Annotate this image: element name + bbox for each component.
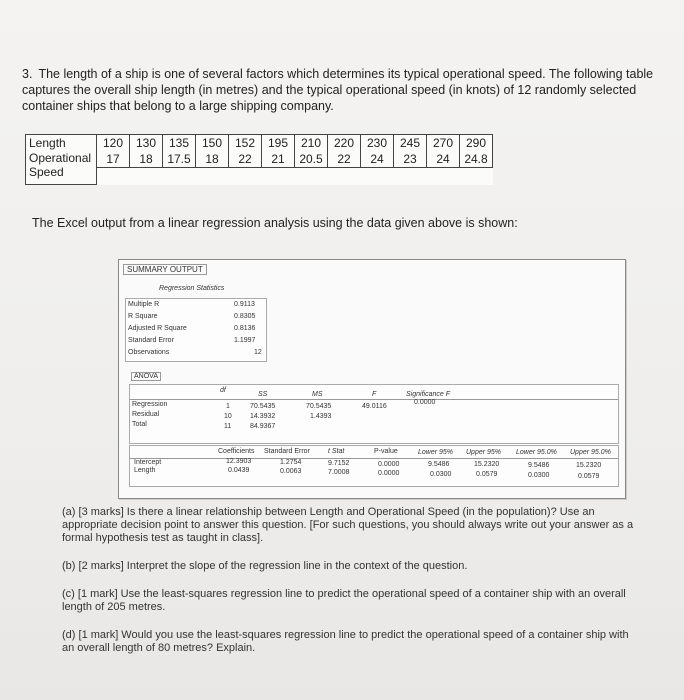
anova-row-label: Total xyxy=(132,421,147,428)
length-cell: 130 xyxy=(130,135,163,152)
speed-cell: 23 xyxy=(394,151,427,168)
part-label: (a) xyxy=(62,506,76,518)
stat-value: 12 xyxy=(254,349,262,356)
anova-sig: 0.0000 xyxy=(414,399,436,406)
part-a xyxy=(62,506,642,545)
anova-ss: 84.9367 xyxy=(250,423,276,430)
coef-header: Upper 95.0% xyxy=(570,449,611,456)
summary-output-title: SUMMARY OUTPUT xyxy=(123,264,207,275)
coef-header: Standard Error xyxy=(264,448,310,455)
part-label: (c) xyxy=(62,588,75,600)
faint-handwriting-scribble: ​ xyxy=(198,0,202,35)
anova-ms: 1.4393 xyxy=(310,413,332,420)
length-cell: 270 xyxy=(427,135,460,152)
length-row xyxy=(26,135,493,152)
stat-label: Adjusted R Square xyxy=(128,325,187,332)
coefficients-grid xyxy=(129,445,619,487)
speed-cell: 17.5 xyxy=(163,151,196,168)
question-3 xyxy=(22,66,672,114)
part-label: (d) xyxy=(62,629,76,641)
coef-row-label: Length xyxy=(134,467,156,474)
speed-cell: 21 xyxy=(262,151,295,168)
coef-header-divider xyxy=(130,458,618,459)
coef-value: 0.0000 xyxy=(378,470,400,477)
anova-f: 49.0116 xyxy=(362,403,387,410)
stat-label: Observations xyxy=(128,349,170,356)
part-text: [2 marks] Interpret the slope of the regression line in the context of the question. xyxy=(78,560,468,572)
coef-value: 7.0008 xyxy=(328,469,350,476)
speed-cell: 17 xyxy=(97,151,130,168)
length-cell: 135 xyxy=(163,135,196,152)
speed-row xyxy=(26,151,493,168)
part-text: [1 mark] Use the least-squares regression line to predict the operational speed of a container ship with an overall length of 205 metres. xyxy=(62,588,626,613)
speed-cell: 24.8 xyxy=(460,151,493,168)
question-text: The length of a ship is one of several factors which determines its typical operational speed. The following table captures the overall ship length (in metres) and the typical operational speed (in knots) of 12 randomly selected container ships that belong to a large shipping company. xyxy=(22,67,654,113)
coef-value: 15.2320 xyxy=(474,461,500,468)
stat-value: 0.8136 xyxy=(234,325,256,332)
part-d xyxy=(62,629,642,655)
coef-header: Lower 95% xyxy=(418,449,454,456)
part-label: (b) xyxy=(62,560,76,572)
length-cell: 152 xyxy=(229,135,262,152)
regression-statistics-heading: Regression Statistics xyxy=(159,285,225,292)
anova-header-f: F xyxy=(372,391,377,398)
length-cell: 150 xyxy=(196,135,229,152)
coef-value: 9.7152 xyxy=(328,460,350,467)
excel-intro-text: The Excel output from a linear regression analysis using the data given above is shown: xyxy=(32,216,518,230)
coef-value: 0.0000 xyxy=(378,461,400,468)
table-spacer-row xyxy=(26,168,493,185)
anova-header-ms: MS xyxy=(312,391,323,398)
speed-cell: 18 xyxy=(130,151,163,168)
coef-header: Coefficients xyxy=(218,448,255,455)
length-row-header: Length xyxy=(26,135,97,152)
length-cell: 195 xyxy=(262,135,295,152)
coef-value: 0.0579 xyxy=(578,473,600,480)
speed-cell: 22 xyxy=(229,151,262,168)
anova-ms: 70.5435 xyxy=(306,403,332,410)
coef-value: 0.0063 xyxy=(280,468,302,475)
speed-row-header: Operational Speed xyxy=(26,151,97,184)
length-cell: 230 xyxy=(361,135,394,152)
anova-title: ANOVA xyxy=(131,372,161,381)
length-cell: 290 xyxy=(460,135,493,152)
anova-row-label: Regression xyxy=(132,401,168,408)
coef-header: Upper 95% xyxy=(466,449,502,456)
part-text: [1 mark] Would you use the least-squares regression line to predict the operational speed of a container ship with an overall length of 80 metres? Explain. xyxy=(62,629,629,654)
coef-header: t Stat xyxy=(328,448,345,455)
length-cell: 220 xyxy=(328,135,361,152)
coef-row-label: Intercept xyxy=(134,459,162,466)
coef-value: 0.0439 xyxy=(228,467,250,474)
coef-value: 12.3903 xyxy=(226,458,252,465)
part-b xyxy=(62,560,642,573)
speed-cell: 20.5 xyxy=(295,151,328,168)
anova-header-df: df xyxy=(220,387,226,394)
part-text: [3 marks] Is there a linear relationship between Length and Operational Speed (in the population)? Use an appropriate decision point to answer this question. [For such questions, you should always write out your answer as a formal hypothesis test as taught in class]. xyxy=(62,506,634,544)
length-cell: 120 xyxy=(97,135,130,152)
stat-label: R Square xyxy=(128,313,158,320)
coef-value: 9.5486 xyxy=(528,462,550,469)
coef-value: 0.0300 xyxy=(430,471,452,478)
coef-header: Lower 95.0% xyxy=(516,449,557,456)
stat-label: Multiple R xyxy=(128,301,160,308)
speed-cell: 24 xyxy=(361,151,394,168)
excel-regression-output xyxy=(118,259,626,499)
anova-header-sigf: Significance F xyxy=(406,391,450,398)
anova-df: 1 xyxy=(226,403,230,410)
anova-row-label: Residual xyxy=(132,411,160,418)
anova-ss: 14.3932 xyxy=(250,413,276,420)
anova-df: 10 xyxy=(224,413,232,420)
regression-statistics-grid xyxy=(125,298,267,362)
anova-header-divider xyxy=(130,399,618,400)
coef-value: 0.0300 xyxy=(528,472,550,479)
speed-cell: 18 xyxy=(196,151,229,168)
length-cell: 210 xyxy=(295,135,328,152)
anova-ss: 70.5435 xyxy=(250,403,276,410)
anova-header-ss: SS xyxy=(258,391,268,398)
speed-cell: 22 xyxy=(328,151,361,168)
stat-value: 1.1997 xyxy=(234,337,256,344)
anova-grid xyxy=(129,384,619,444)
ship-data-table xyxy=(25,134,493,185)
stat-value: 0.8305 xyxy=(234,313,256,320)
anova-df: 11 xyxy=(224,423,232,430)
stat-value: 0.9113 xyxy=(234,301,255,308)
coef-value: 9.5486 xyxy=(428,461,450,468)
coef-value: 0.0579 xyxy=(476,471,498,478)
length-cell: 245 xyxy=(394,135,427,152)
coef-value: 15.2320 xyxy=(576,462,602,469)
question-number: 3. xyxy=(22,67,33,81)
question-parts xyxy=(62,506,642,670)
coef-value: 1.2754 xyxy=(280,459,302,466)
speed-cell: 24 xyxy=(427,151,460,168)
coef-header: P-value xyxy=(374,448,398,455)
part-c xyxy=(62,588,642,614)
stat-label: Standard Error xyxy=(128,337,174,344)
